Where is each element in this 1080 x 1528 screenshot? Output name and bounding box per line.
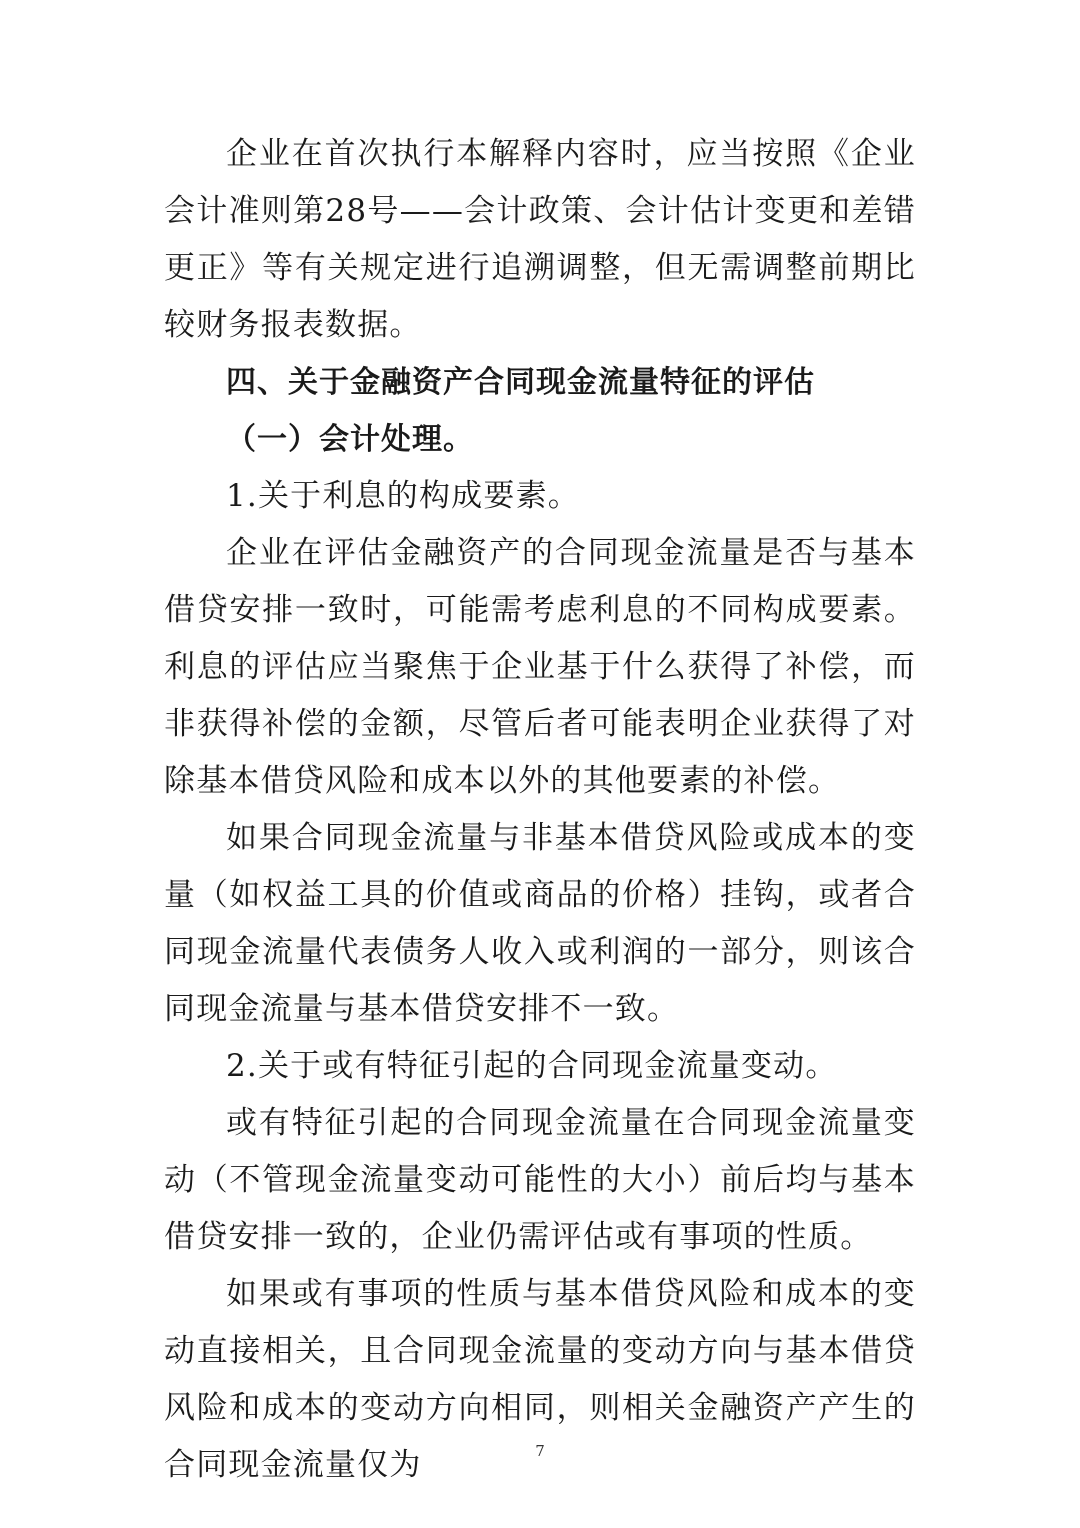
paragraph-contingent-assessment: 或有特征引起的合同现金流量在合同现金流量变动（不管现金流量变动可能性的大小）前后均与基本借贷安排一致的，企业仍需评估或有事项的性质。	[164, 1105, 916, 1255]
paragraph-contingent-nature: 如果或有事项的性质与基本借贷风险和成本的变动直接相关，且合同现金流量的变动方向与基本借贷风险和成本的变动方向相同，则相关金融资产产生的合同现金流量仅为	[164, 1276, 916, 1483]
page-number: 7	[535, 1442, 545, 1460]
paragraph-interest-assessment: 企业在评估金融资产的合同现金流量是否与基本借贷安排一致时，可能需考虑利息的不同构成要素。利息的评估应当聚焦于企业基于什么获得了补偿，而非获得补偿的金额，尽管后者可能表明企业获得了对除基本借贷风险和成本以外的其他要素的补偿。	[164, 535, 916, 799]
item-heading-interest-elements: 1.关于利息的构成要素。	[226, 478, 580, 514]
paragraph-variable-linkage: 如果合同现金流量与非基本借贷风险或成本的变量（如权益工具的价值或商品的价格）挂钩，或者合同现金流量代表债务人收入或利润的一部分，则该合同现金流量与基本借贷安排不一致。	[164, 820, 916, 1027]
subsection-heading-accounting-treatment: （一）会计处理。	[226, 422, 474, 457]
document-body	[164, 126, 916, 1494]
section-heading-four: 四、关于金融资产合同现金流量特征的评估	[226, 365, 815, 400]
item-heading-contingent-features: 2.关于或有特征引起的合同现金流量变动。	[226, 1048, 838, 1084]
paragraph-retrospective-adjustment: 企业在首次执行本解释内容时，应当按照《企业会计准则第28号——会计政策、会计估计变更和差错更正》等有关规定进行追溯调整，但无需调整前期比较财务报表数据。	[164, 136, 916, 343]
